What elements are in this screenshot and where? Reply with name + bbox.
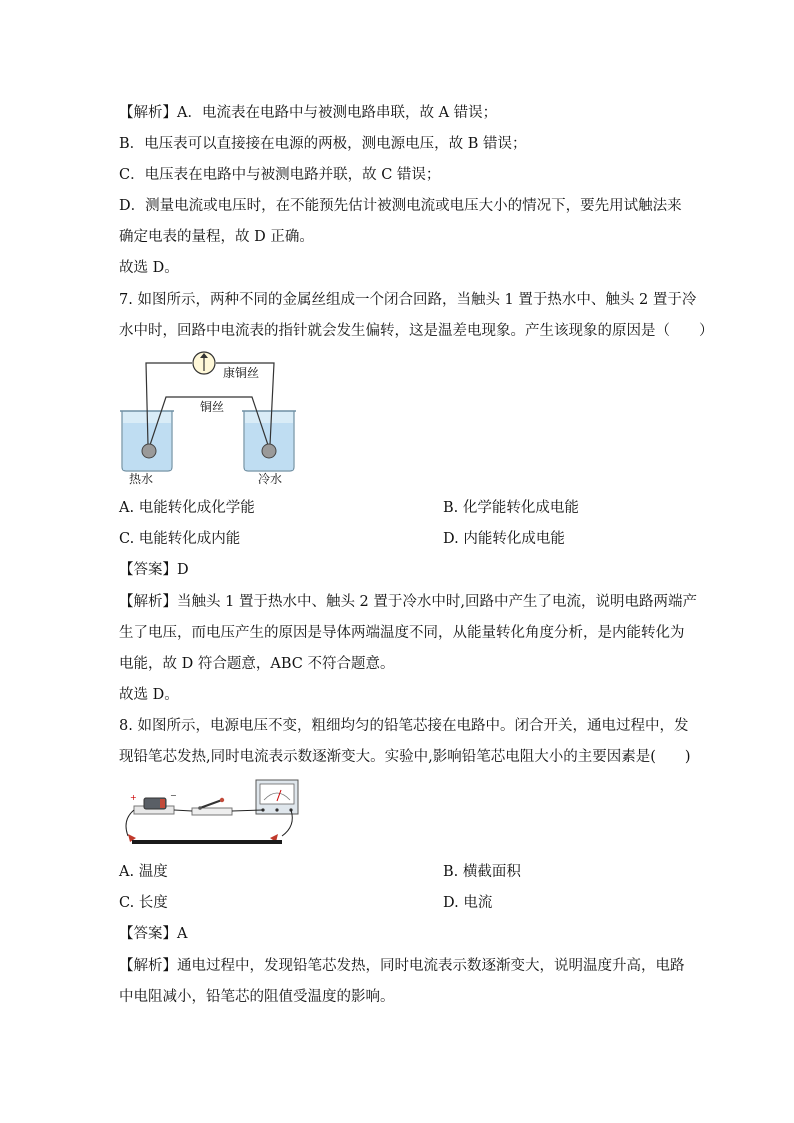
pencil-lead (132, 840, 282, 844)
q7-option-c: C. 电能转化成内能 (119, 531, 241, 547)
q8-analysis-line-1: 【解析】通电过程中，发现铅笔芯发热，同时电流表示数逐渐变大，说明温度升高，电路 (119, 958, 685, 974)
q8-option-b: B. 横截面积 (443, 864, 521, 880)
wire-battery-switch (174, 810, 192, 811)
q8-option-d: D. 电流 (443, 895, 493, 911)
junction-1-icon (142, 444, 156, 458)
q8-analysis-line-2: 中电阻减小，铅笔芯的阻值受温度的影响。 (119, 989, 395, 1005)
q8-stem-line-1: 8. 如图所示，电源电压不变，粗细均匀的铅笔芯接在电路中。闭合开关，通电过程中，发 (119, 718, 689, 734)
junction-2-icon (262, 444, 276, 458)
q8-option-c: C. 长度 (119, 895, 168, 911)
q6-analysis-line-4: D．测量电流或电压时，在不能预先估计被测电流或电压大小的情况下，要先用试触法来 (119, 198, 682, 214)
switch-icon (192, 798, 232, 815)
q6-analysis-line-5: 确定电表的量程，故 D 正确。 (119, 229, 314, 245)
q7-analysis-line-2: 生了电压，而电压产生的原因是导体两端温度不同，从能量转化角度分析，是内能转化为 (119, 625, 685, 641)
q7-thermocouple-figure (118, 345, 298, 485)
q7-answer: 【答案】D (119, 562, 189, 578)
svg-text:+: + (130, 793, 137, 802)
q7-option-b: B. 化学能转化成电能 (443, 500, 579, 516)
svg-text:−: − (170, 791, 177, 800)
battery-icon (130, 791, 177, 814)
label-cold-water: 冷水 (258, 472, 283, 486)
q6-analysis-line-3: C．电压表在电路中与被测电路并联，故 C 错误； (119, 167, 441, 183)
ammeter-icon (256, 780, 298, 814)
q7-analysis-line-3: 电能，故 D 符合题意，ABC 不符合题意。 (119, 656, 395, 672)
q7-stem-line-1: 7. 如图所示，两种不同的金属丝组成一个闭合回路，当触头 1 置于热水中、触头 2 置于冷 (119, 292, 697, 308)
q7-analysis-line-1: 【解析】当触头 1 置于热水中、触头 2 置于冷水中时,回路中产生了电流，说明电路两端产 (119, 594, 697, 610)
pencil-circuit-diagram (118, 770, 308, 852)
cold-water-beaker (242, 411, 296, 471)
q8-option-a: A. 温度 (119, 864, 168, 880)
ammeter-icon (193, 352, 215, 374)
q7-conclusion: 故选 D。 (119, 687, 179, 703)
q6-analysis-line-2: B．电压表可以直接接在电源的两极，测电源电压，故 B 错误； (119, 136, 527, 152)
q7-stem-line-2: 水中时，回路中电流表的指针就会发生偏转，这是温差电现象。产生该现象的原因是（ ） (119, 323, 714, 339)
q6-analysis-line-1: 【解析】A．电流表在电路中与被测电路串联，故 A 错误； (119, 105, 498, 121)
q6-conclusion: 故选 D。 (119, 260, 179, 276)
q7-option-d: D. 内能转化成电能 (443, 531, 565, 547)
label-hot-water: 热水 (129, 472, 154, 486)
q8-stem-line-2: 现铅笔芯发热,同时电流表示数逐渐变大。实验中,影响铅笔芯电阻大小的主要因素是( ) (119, 749, 691, 765)
label-copper-wire: 铜丝 (200, 400, 225, 414)
q8-pencil-circuit-figure (118, 770, 308, 852)
thermocouple-diagram (118, 345, 298, 485)
wire-left (126, 810, 134, 836)
label-constantan-wire: 康铜丝 (223, 366, 260, 380)
q8-answer: 【答案】A (119, 926, 188, 942)
q7-option-a: A. 电能转化成化学能 (119, 500, 255, 516)
